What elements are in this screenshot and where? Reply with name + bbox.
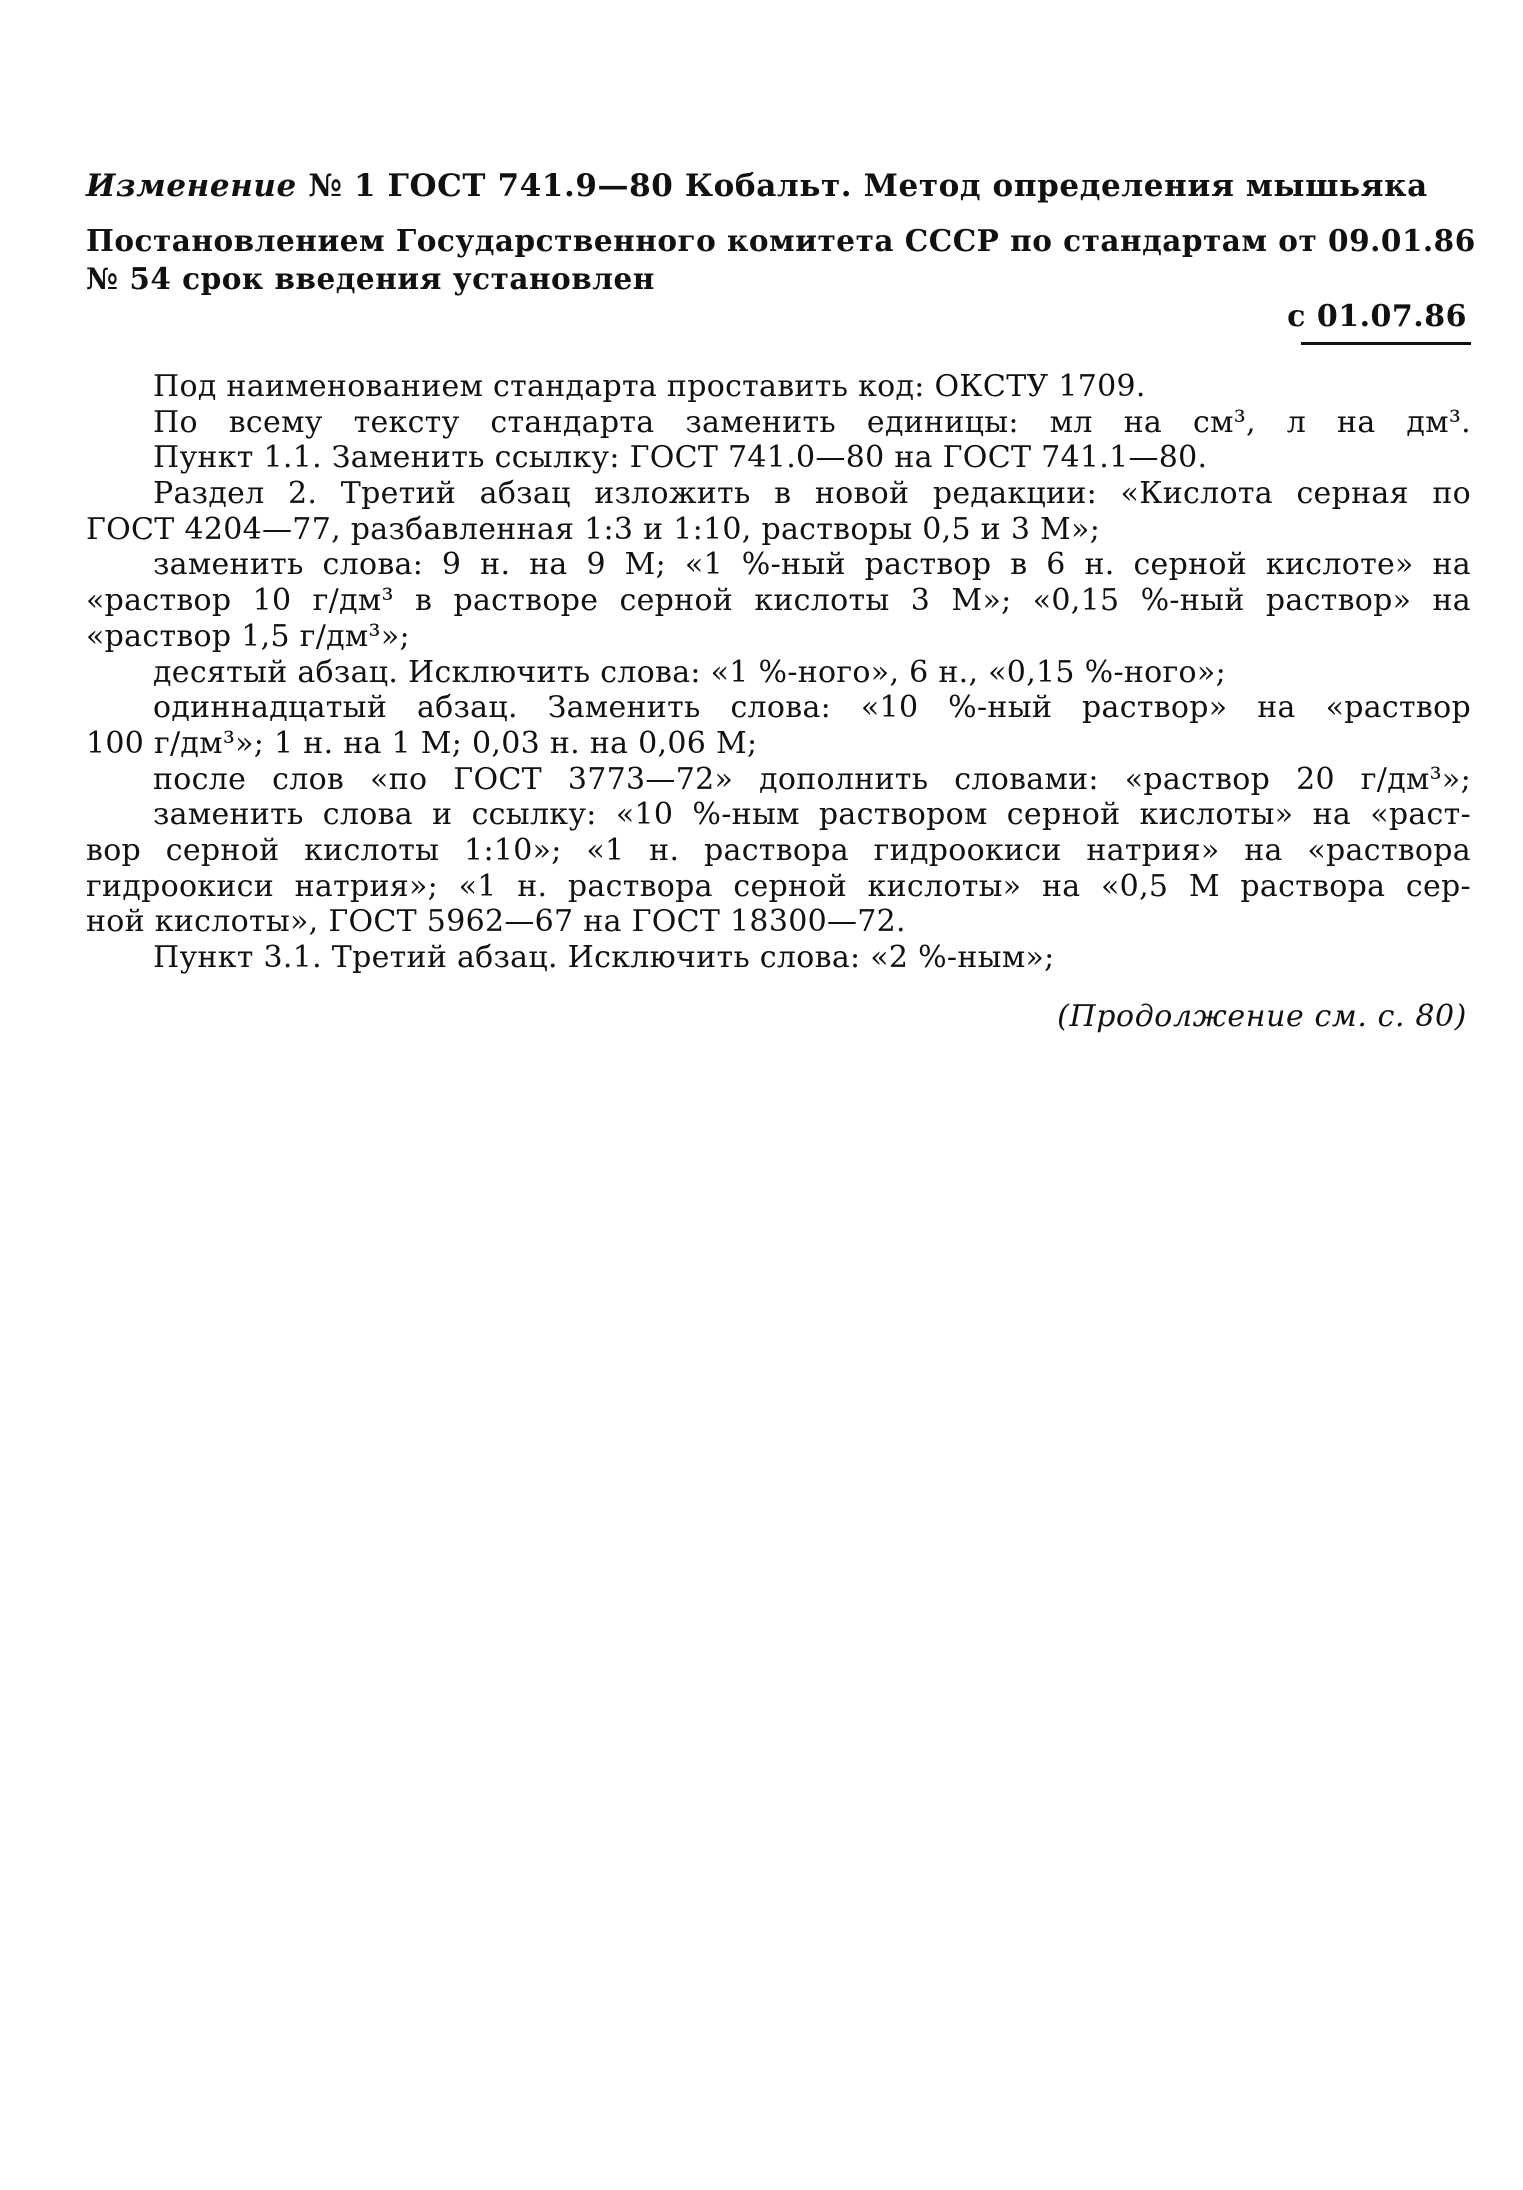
body-line: заменить слова: 9 н. на 9 М; «1 %-ный раствор в 6 н. серной кислоте» на [153, 547, 1471, 583]
body-line: Раздел 2. Третий абзац изложить в новой редакции: «Кислота серная по [153, 476, 1471, 512]
amendment-title-lead: Изменение [86, 168, 297, 204]
body-line: «раствор 1,5 г/дм³»; [86, 618, 410, 654]
amendment-body [86, 369, 1471, 976]
amendment-title-rest: № 1 ГОСТ 741.9—80 Кобальт. Метод определения мышьяка [296, 168, 1428, 204]
body-line: Пункт 1.1. Заменить ссылку: ГОСТ 741.0—80 на ГОСТ 741.1—80. [153, 440, 1208, 476]
body-line: «раствор 10 г/дм³ в растворе серной кислоты 3 М»; «0,15 %-ный раствор» на [86, 583, 1471, 619]
body-line: Под наименованием стандарта проставить код: ОКСТУ 1709. [153, 369, 1146, 404]
body-line: десятый абзац. Исключить слова: «1 %-ного», 6 н., «0,15 %-ного»; [153, 654, 1226, 690]
body-line: ной кислоты», ГОСТ 5962—67 на ГОСТ 18300—72. [86, 904, 906, 940]
body-line: одиннадцатый абзац. Заменить слова: «10 %-ный раствор» на «раствор [153, 690, 1471, 726]
decree-line-2: № 54 срок введения установлен [86, 261, 655, 296]
effective-date-underline [1301, 342, 1471, 345]
body-line: гидроокиси натрия»; «1 н. раствора серной кислоты» на «0,5 М раствора сер- [86, 868, 1471, 904]
body-line: вор серной кислоты 1:10»; «1 н. раствора гидроокиси натрия» на «раствора [86, 832, 1471, 868]
effective-date: с 01.07.86 [1287, 299, 1467, 334]
body-line: после слов «по ГОСТ 3773—72» дополнить словами: «раствор 20 г/дм³»; [153, 761, 1471, 797]
decree-line-1: Постановлением Государственного комитета СССР по стандартам от 09.01.86 [86, 223, 1476, 258]
body-line: заменить слова и ссылку: «10 %-ным раствором серной кислоты» на «раст- [153, 797, 1471, 833]
decree-statement [86, 222, 1476, 298]
body-line: 100 г/дм³»; 1 н. на 1 М; 0,03 н. на 0,06 М; [86, 725, 758, 761]
body-line: ГОСТ 4204—77, разбавленная 1:3 и 1:10, растворы 0,5 и 3 М»; [86, 511, 1101, 547]
body-line: Пункт 3.1. Третий абзац. Исключить слова: «2 %-ным»; [153, 940, 1055, 975]
body-line: По всему тексту стандарта заменить единицы: мл на см³, л на дм³. [153, 404, 1471, 440]
amendment-title [86, 168, 1466, 204]
continuation-note: (Продолжение см. с. 80) [1057, 999, 1467, 1034]
